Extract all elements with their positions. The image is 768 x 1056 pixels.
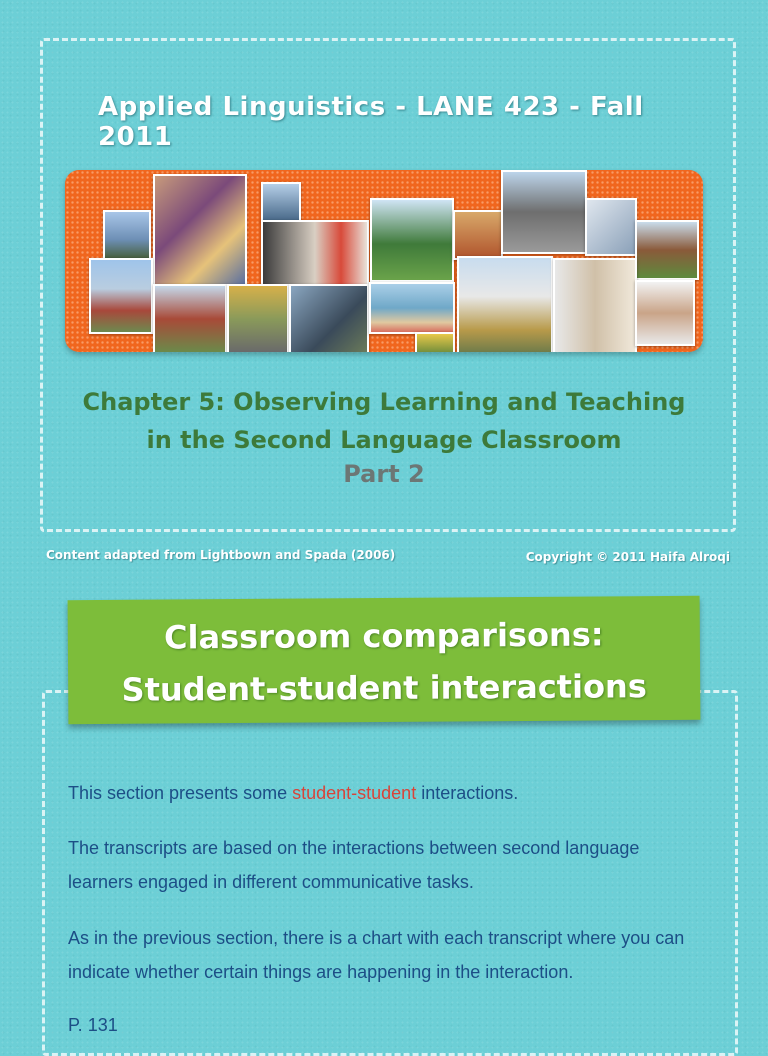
section-heading-banner	[68, 596, 701, 724]
chapter-title-line-2: in the Second Language Classroom	[146, 426, 622, 454]
course-title: Applied Linguistics - LANE 423 - Fall 2011	[98, 92, 644, 152]
photo-bridge	[261, 182, 301, 222]
photo-park-bench	[370, 198, 454, 282]
paragraph-chart: As in the previous section, there is a chart with each transcript where you can indicate whether certain things are happening in the interaction.	[68, 928, 685, 982]
paragraph-intro	[68, 776, 708, 810]
photo-office-tower	[457, 256, 553, 352]
photo-students-reading	[553, 258, 637, 352]
section-heading-line-1: Classroom comparisons:	[163, 615, 604, 657]
paragraph-intro-start: This section presents some	[68, 783, 293, 803]
photo-glass-building	[289, 284, 369, 352]
chapter-title	[80, 383, 688, 459]
highlighted-term: student-student	[292, 783, 417, 803]
chapter-title-line-1: Chapter 5: Observing Learning and Teaching	[82, 388, 686, 416]
photo-clock-tower	[89, 258, 153, 334]
copyright-notice: Copyright © 2011 Haifa Alroqi	[525, 550, 730, 564]
paragraph-transcripts: The transcripts are based on the interactions between second language learners engaged in different communicative tasks.	[68, 838, 640, 892]
photo-teacher-student	[261, 220, 369, 286]
photo-children-group	[153, 174, 247, 286]
paragraph-intro-end: interactions.	[416, 783, 519, 803]
photo-city-skyline	[103, 210, 151, 260]
photo-collage-banner	[65, 170, 703, 352]
photo-flowers	[415, 332, 455, 352]
source-credit: Content adapted from Lightbown and Spada (2006)	[46, 548, 396, 562]
section-heading	[68, 608, 701, 716]
photo-brick-building	[635, 220, 699, 280]
section-heading-line-2: Student-student interactions	[121, 667, 647, 709]
photo-beach	[369, 282, 455, 334]
photo-campus-building	[501, 170, 587, 254]
photo-red-brick-hall	[153, 284, 227, 352]
part-label: Part 2	[343, 460, 425, 488]
photo-autumn-trees	[227, 284, 289, 352]
photo-student-headphones	[635, 280, 695, 346]
page-reference: P. 131	[68, 1015, 118, 1035]
photo-modern-architecture	[585, 198, 637, 256]
photo-cafeteria	[453, 210, 503, 260]
